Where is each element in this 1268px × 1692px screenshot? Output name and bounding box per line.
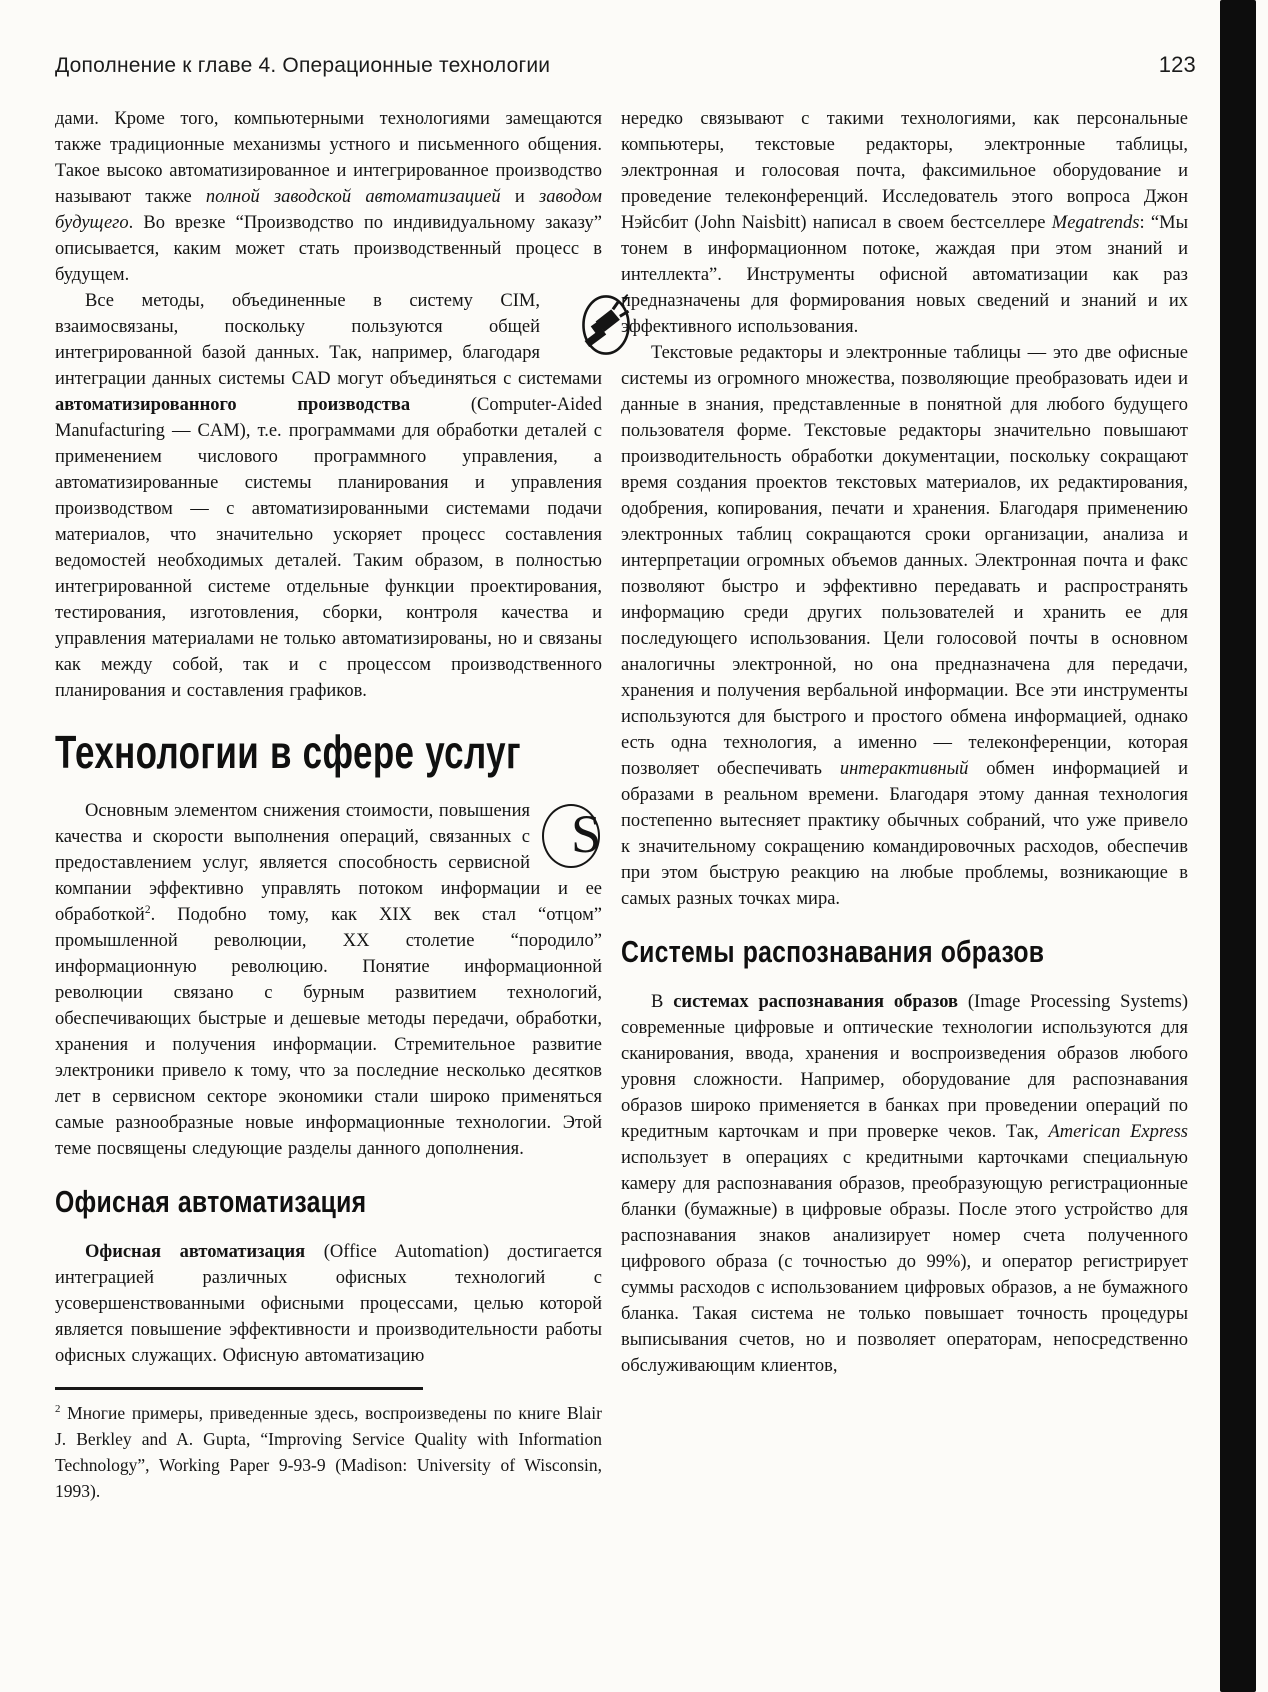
paragraph-office-tech-continuation: нередко связывают с такими технологиями, как персональные компьютеры, текстовые редакторы, электронные таблицы, электронная и голосовая почта, факсимильное оборудование и проведение телеконференций. Исследователь этого вопроса Джон Нэйсбит (John Naisbitt) написал в своем бестселлере Megatrends: “Мы тонем в информационном потоке, жаждая при этом знаний и интеллекта”. Инструменты офисной автоматизации как раз предназначены для формирования новых сведений и знаний и их эффективного использования. bbox=[621, 109, 1188, 337]
s-monogram-icon bbox=[542, 804, 600, 868]
scan-edge-artifact-bar bbox=[1220, 0, 1256, 1692]
subsection-heading-image-processing: Системы распознавания образов bbox=[621, 934, 1045, 969]
paragraph-cim-methods-text: Все методы, объединенные в систему CIM, взаимосвязаны, поскольку пользуются общей интегрированной базой данных. Так, например, благодаря интеграции данных системы CAD могут объединяться с системами автоматизированного производства (Computer-Aided Manufacturing — CAM), т.е. программами для обработки деталей с применением числового программного управления, а автоматизированные системы планирования и управления производством — с автоматизированными системами подачи материалов, что значительно ускоряет процесс составления ведомостей необходимых деталей. Таким образом, в полностью интегрированной системе отдельные функции проектирования, тестирования, изготовления, сборки, контроля качества и управления материалами не только автоматизированы, но и связаны как между собой, так и с процессом производственного планирования и составления графиков. bbox=[55, 291, 602, 701]
paragraph-service-technologies-text: Основным элементом снижения стоимости, повышения качества и скорости выполнения операций, связанных с предоставлением услуг, является способность сервисной компании эффективно управлять потоком информации и ее обработкой$^2$. Подобно тому, как XIX век стал “отцом” промышленной революции, XX столетие “породило” информационную революцию. Понятие информационной революции связано с бурным развитием технологий, обеспечивающих быстрые и дешевые методы передачи, обработки, хранения и получения информации. Стремительное развитие электроники привело к тому, что за последние несколько десятков лет в сервисном секторе экономики стали широко применяться самые разнообразные новые информационные технологии. Этой теме посвящены следующие разделы данного дополнения. bbox=[55, 801, 602, 1160]
subsection-heading-office-automation: Офисная автоматизация bbox=[55, 1184, 367, 1220]
footnote-text: $^2$ Многие примеры, приведенные здесь, воспроизведены по книге Blair J. Berkley and A. Gupta, “Improving Service Quality with Information Technology”, Working Paper 9-93-9 (Madison: University of Wisconsin, 1993). bbox=[55, 1402, 602, 1501]
paragraph-office-automation: Офисная автоматизация (Office Automation) достигается интеграцией различных офисных технологий с усовершенствованными офисными процессами, целью которой является повышение эффективности и производительности работы офисных служащих. Офисную автоматизацию bbox=[55, 1241, 602, 1366]
page-number: 123 bbox=[1158, 52, 1196, 77]
footnote-separator-rule bbox=[55, 1387, 423, 1390]
s-monogram-letter: S bbox=[570, 804, 602, 865]
paragraph-editors-spreadsheets: Текстовые редакторы и электронные таблицы — это две офисные системы из огромного множества, позволяющие преобразовать идеи и данные в знания, представленные в понятной для любого будущего пользователя форме. Текстовые редакторы значительно повышают производительность обработки документации, поскольку сокращают время создания проектов текстовых материалов, их редактирования, одобрения, копирования, печати и хранения. Благодаря применению электронных таблиц сокращаются сроки организации, анализа и интерпретации огромных объемов данных. Электронная почта и факс позволяют быстро и эффективно передавать и распространять информацию среди других пользователей и хранить ее для последующего использования. Цели голосовой почты в основном аналогичны электронной, но она предназначена для передачи, хранения и получения вербальной информации. Все эти инструменты используются для быстрого и простого обмена информацией, однако есть одна технология, а именно — телеконференции, которая позволяет обеспечивать интерактивный обмен информацией и образами в реальном времени. Благодаря этому данная технология постепенно вытесняет практику обычных собраний, что уже привело к значительному сокращению командировочных расходов, обеспечив при этом быструю реакцию на любые проблемы, возникающие в самых разных точках мира. bbox=[621, 343, 1189, 909]
left-column bbox=[55, 106, 602, 1504]
paragraph-service-technologies bbox=[55, 798, 602, 1162]
chapter-title: Дополнение к главе 4. Операционные технологии bbox=[55, 54, 551, 77]
running-head bbox=[55, 52, 1196, 78]
power-plug-doodle-icon bbox=[550, 292, 602, 358]
paragraph-cim-continuation: дами. Кроме того, компьютерными технологиями замещаются также традиционные механизмы устного и письменного общения. Такое высоко автоматизированное и интегрированное производство называют также полной заводской автоматизацией и заводом будущего. Во врезке “Производство по индивидуальному заказу” описывается, каким может стать производственный процесс в будущем. bbox=[55, 109, 602, 285]
section-heading-service-technologies: Технологии в сфере услуг bbox=[55, 726, 521, 778]
paragraph-cim-methods bbox=[55, 288, 602, 704]
right-column bbox=[621, 106, 1188, 1379]
paragraph-image-processing: В системах распознавания образов (Image Processing Systems) современные цифровые и оптические технологии используются для сканирования, ввода, хранения и воспроизведения образов любого уровня сложности. Например, оборудование для распознавания образов широко применяется в банках при проведении операций по кредитным карточкам и при проверке чеков. Так, American Express использует в операциях с кредитными карточками специальную камеру для распознавания образов, преобразующую регистрационные бланки (бумажные) в цифровые образы. После этого устройство для распознавания знаков анализирует номер счета полученного цифрового образа (с точностью до 99%), и оператор регистрирует суммы расходов с использованием цифровых образов, а не бумажного бланка. Такая система не только повышает точность процедуры выписывания счетов, но и позволяет операторам, непосредственно обслуживающим клиентов, bbox=[621, 991, 1189, 1376]
